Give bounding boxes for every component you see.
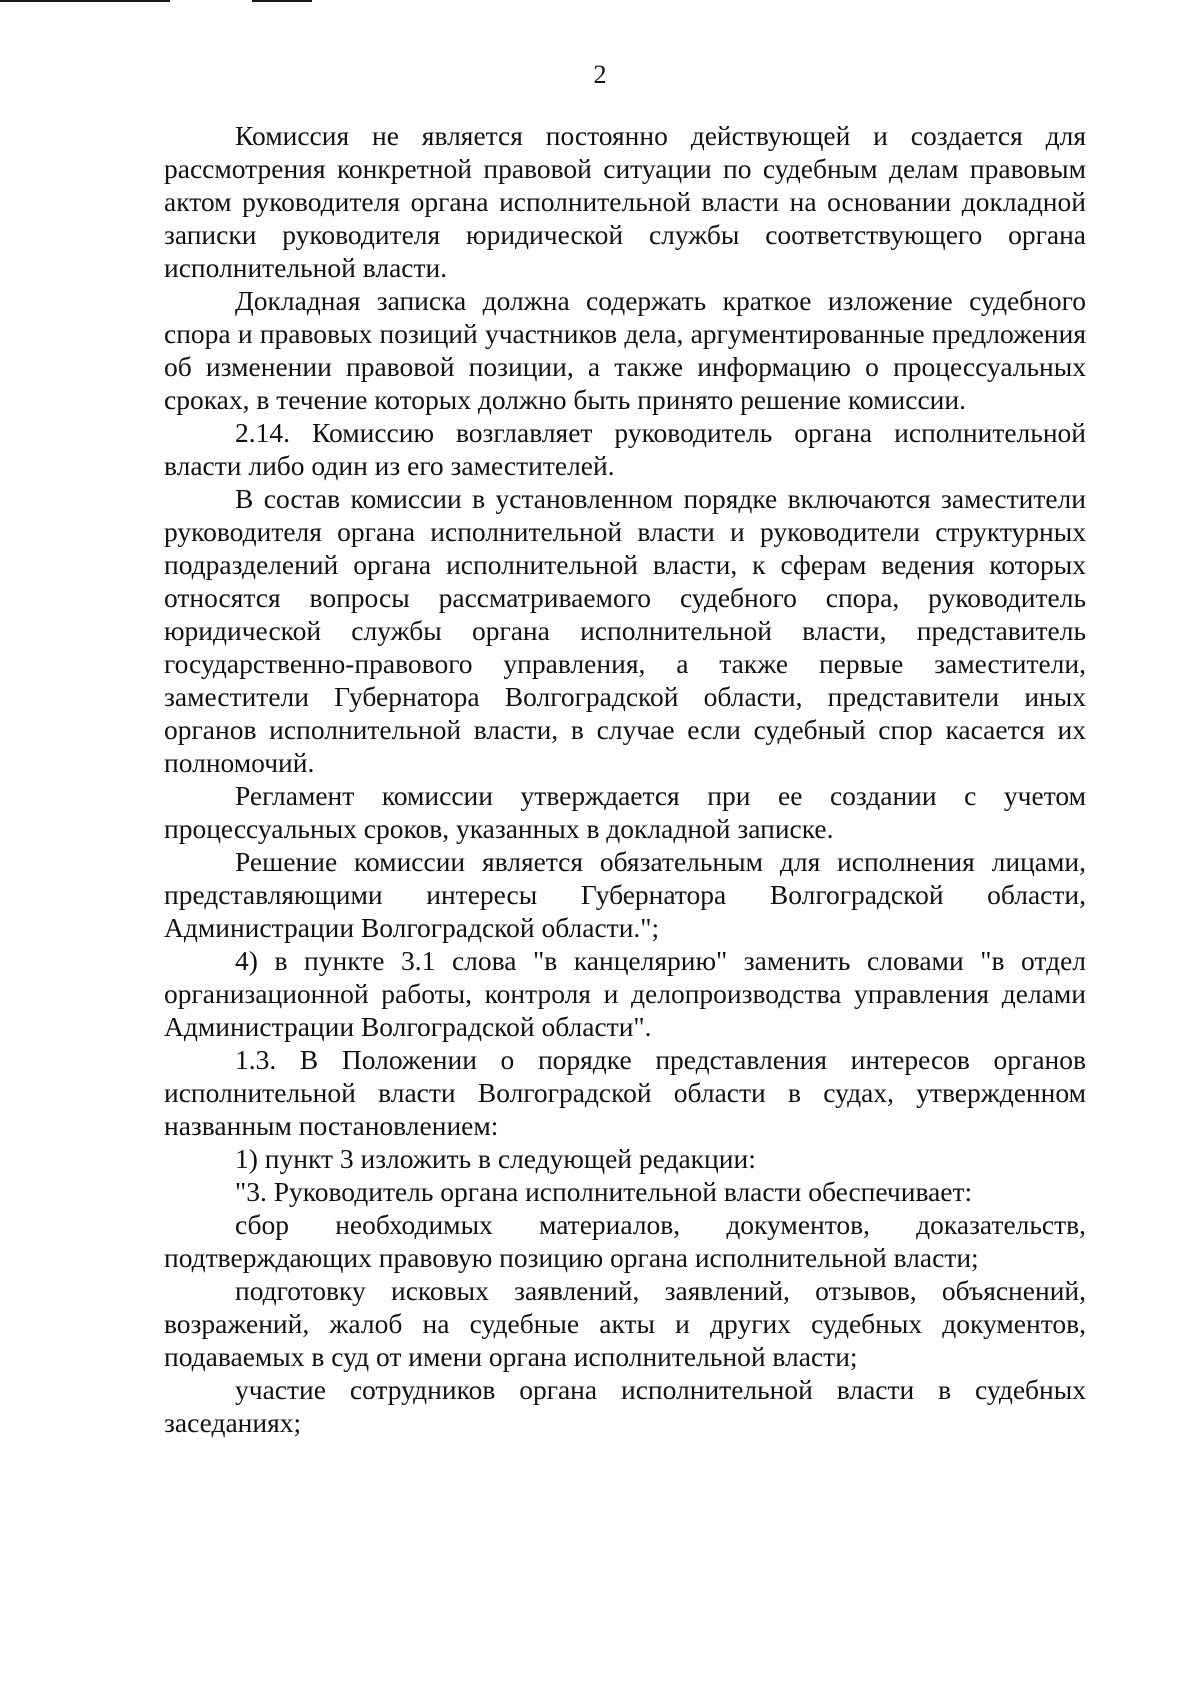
paragraph: Докладная записка должна содержать краткое изложение судебного спора и правовых позиций участников дела, аргументированные предложения об изменении правовой позиции, а также информацию о процессуальных сроках, в течение которых должно быть принято решение комиссии. <box>164 285 1086 415</box>
paragraph: "3. Руководитель органа исполнительной власти обеспечивает: <box>235 1176 973 1207</box>
page-number: 2 <box>593 60 607 89</box>
paragraph: 2.14. Комиссию возглавляет руководитель органа исполнительной власти либо один из его заместителей. <box>164 417 1086 481</box>
paragraph: участие сотрудников органа исполнительной власти в судебных заседаниях; <box>164 1374 1086 1438</box>
paragraph: Решение комиссии является обязательным для исполнения лицами, представляющими интересы Губернатора Волгоградской области, Администрации Волгоградской области."; <box>164 846 1086 943</box>
paragraph: Регламент комиссии утверждается при ее создании с учетом процессуальных сроков, указанных в докладной записке. <box>164 780 1086 844</box>
document-body <box>164 119 1086 1439</box>
scan-edge-mark <box>252 0 312 2</box>
paragraph: 1) пункт 3 изложить в следующей редакции: <box>235 1143 756 1174</box>
paragraph: Комиссия не является постоянно действующей и создается для рассмотрения конкретной правовой ситуации по судебным делам правовым актом руководителя органа исполнительной власти на основании докладной записки руководителя юридической службы соответствующего органа исполнительной власти. <box>164 120 1086 283</box>
scan-edge-mark <box>0 0 170 2</box>
paragraph: сбор необходимых материалов, документов, доказательств, подтверждающих правовую позицию органа исполнительной власти; <box>164 1209 1086 1273</box>
paragraph: 1.3. В Положении о порядке представления интересов органов исполнительной власти Волгоградской области в судах, утвержденном названным постановлением: <box>164 1044 1086 1141</box>
paragraph: 4) в пункте 3.1 слова "в канцелярию" заменить словами "в отдел организационной работы, контроля и делопроизводства управления делами Администрации Волгоградской области". <box>164 945 1086 1042</box>
paragraph: подготовку исковых заявлений, заявлений, отзывов, объяснений, возражений, жалоб на судебные акты и других судебных документов, подаваемых в суд от имени органа исполнительной власти; <box>164 1275 1086 1372</box>
paragraph: В состав комиссии в установленном порядке включаются заместители руководителя органа исполнительной власти и руководители структурных подразделений органа исполнительной власти, к сферам ведения которых относятся вопросы рассматриваемого судебного спора, руководитель юридической службы органа исполнительной власти, представитель государственно-правового управления, а также первые заместители, заместители Губернатора Волгоградской области, представители иных органов исполнительной власти, в случае если судебный спор касается их полномочий. <box>164 483 1086 778</box>
